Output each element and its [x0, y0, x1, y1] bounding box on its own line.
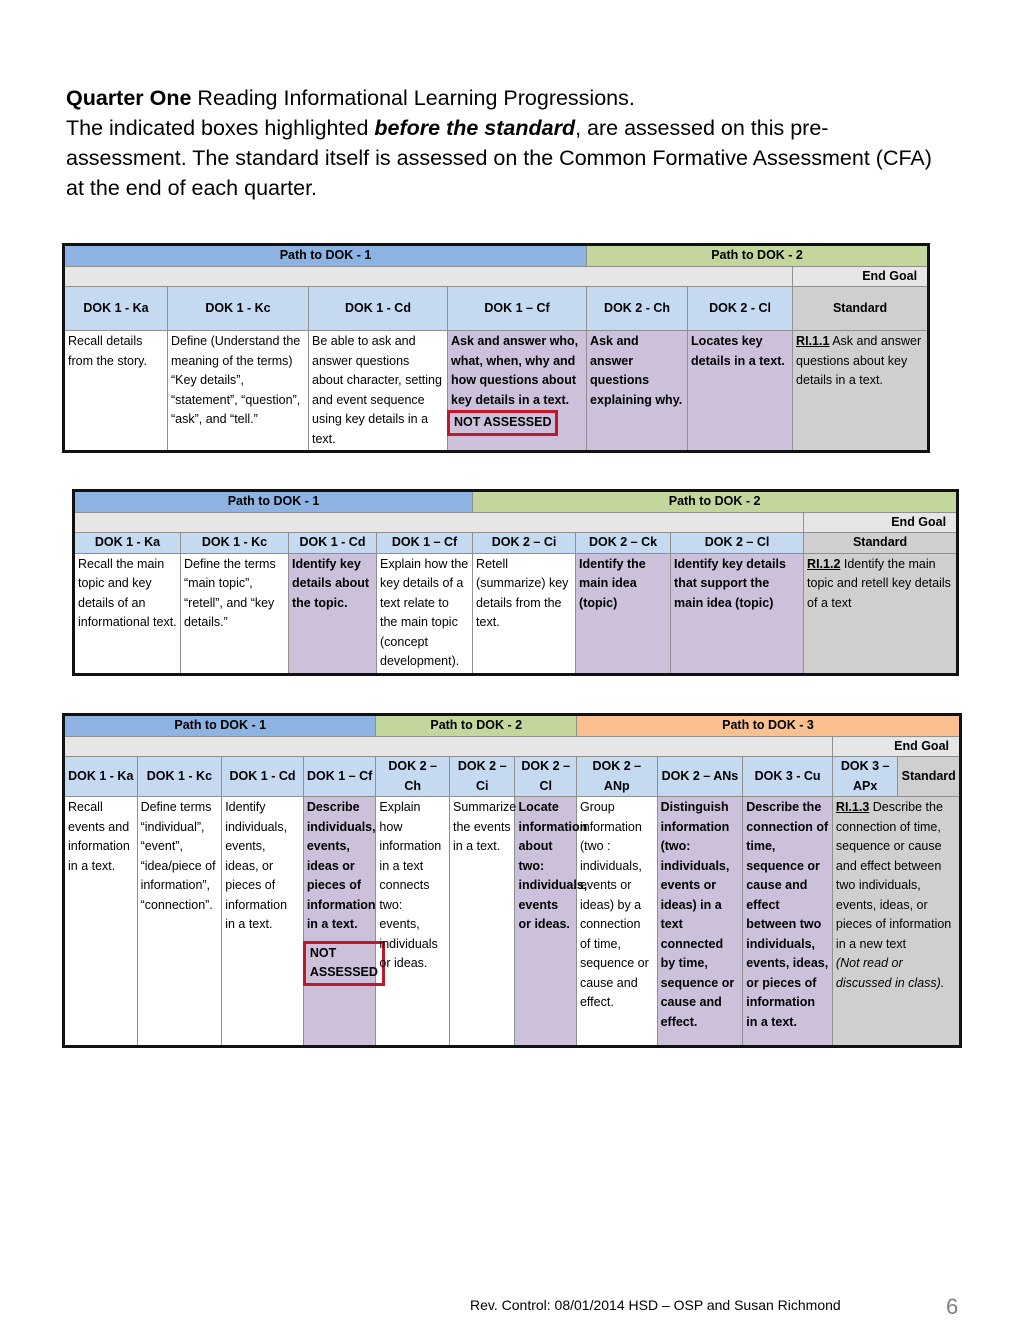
header-cell: DOK 2 - Ch [587, 287, 688, 331]
not-assessed-box: NOT ASSESSED [303, 941, 385, 986]
path-dok1-header: Path to DOK - 1 [64, 715, 376, 737]
end-goal-label: End Goal [804, 512, 958, 533]
path-dok1-header: Path to DOK - 1 [64, 245, 587, 267]
path-dok2-header: Path to DOK - 2 [376, 715, 577, 737]
cell-ans: Distinguish information (two: individuals, events or ideas) in a text connected by time, sequence or cause and effect. [657, 797, 743, 1047]
header-cell: DOK 2 – Ch [376, 757, 450, 797]
header-cell: DOK 1 – Cf [448, 287, 587, 331]
cell-standard [804, 553, 958, 674]
header-cell: DOK 1 - Cd [309, 287, 448, 331]
header-cell: Standard [793, 287, 929, 331]
header-cell: DOK 2 – Ci [473, 533, 576, 554]
path-dok3-header: Path to DOK - 3 [576, 715, 960, 737]
table-ri-1-3 [62, 713, 962, 1048]
header-cell: Standard [804, 533, 958, 554]
header-cell: DOK 1 – Cf [303, 757, 376, 797]
cell-cf-text: Ask and answer who, what, when, why and how questions about key details in a text. [451, 334, 579, 407]
intro-emphasis: before the standard [374, 116, 576, 140]
cell-cl: Locate information about two: individuals, events or ideas. [515, 797, 576, 1047]
intro-line2b: , are assessed on this pre-assessment. The standard itself is assessed on the Common Formative Assessment (CFA) at the end of each quarter. [66, 116, 932, 200]
not-assessed-box: NOT ASSESSED [447, 410, 558, 436]
cell-ci: Retell (summarize) key details from the text. [473, 553, 576, 674]
header-cell: DOK 1 - Kc [168, 287, 309, 331]
cell-kc: Define the terms “main topic”, “retell”, and “key details.” [181, 553, 289, 674]
standard-text: Identify the main topic and retell key details of a text [807, 556, 951, 610]
header-cell: DOK 2 – ANp [576, 757, 657, 797]
cell-ka: Recall details from the story. [64, 331, 168, 452]
header-cell: DOK 1 - Ka [74, 533, 181, 554]
page-number: 6 [946, 1294, 959, 1319]
standard-text: Describe the connection of time, sequence or cause and effect between two individuals, events, ideas, or pieces of information in a new text [835, 800, 952, 951]
standard-code: RI.1.1 [796, 334, 830, 348]
header-cell: DOK 3 – APx [832, 757, 898, 797]
path-dok1-header: Path to DOK - 1 [74, 491, 473, 513]
header-cell: DOK 2 – Ck [576, 533, 671, 554]
spacer-cell [74, 512, 804, 533]
end-goal-label: End Goal [793, 266, 929, 287]
cell-ka: Recall events and information in a text. [64, 797, 138, 1047]
header-cell: Standard [898, 757, 961, 797]
header-cell: DOK 2 – ANs [657, 757, 743, 797]
cell-cf-text: Describe individuals, events, ideas or pieces of information in a text. [306, 800, 376, 931]
header-cell: DOK 2 – Cl [671, 533, 804, 554]
cell-ck: Identify the main idea (topic) [576, 553, 671, 674]
footer-rev-control: Rev. Control: 08/01/2014 HSD – OSP and Susan Richmond [470, 1297, 841, 1313]
cell-kc: Define terms “individual”, “event”, “idea/piece of information”, “connection”. [137, 797, 222, 1047]
cell-cd: Be able to ask and answer questions about character, setting and event sequence using key details in a text. [309, 331, 448, 452]
intro-text [66, 83, 946, 203]
cell-cf: Explain how the key details of a text relate to the main topic (concept development). [377, 553, 473, 674]
intro-line2a: The indicated boxes highlighted [66, 116, 375, 140]
cell-anp: Group information (two : individuals, events or ideas) by a connection of time, sequence or cause and effect. [576, 797, 657, 1047]
cell-cf [448, 331, 587, 452]
cell-kc: Define (Understand the meaning of the terms) “Key details”, “statement”, “question”, “ask”, and “tell.” [168, 331, 309, 452]
spacer-cell [64, 266, 793, 287]
header-cell: DOK 1 – Cf [377, 533, 473, 554]
spacer-cell [64, 736, 833, 757]
standard-text: Ask and answer questions about key details in a text. [796, 334, 922, 387]
table-ri-1-1 [62, 243, 930, 453]
cell-cf [303, 797, 376, 1047]
header-cell: DOK 2 - Cl [688, 287, 793, 331]
header-cell: DOK 1 - Cd [222, 757, 304, 797]
intro-quarter: Quarter One [66, 86, 192, 110]
path-dok2-header: Path to DOK - 2 [473, 491, 958, 513]
standard-note: (Not read or discussed in class). [835, 956, 945, 990]
cell-cd: Identify individuals, events, ideas, or pieces of information in a text. [222, 797, 304, 1047]
cell-ch: Explain how information in a text connects two: events, individuals or ideas. [376, 797, 450, 1047]
cell-standard [832, 797, 960, 1047]
header-cell: DOK 1 - Kc [181, 533, 289, 554]
standard-code: RI.1.2 [807, 556, 841, 571]
header-cell: DOK 2 – Ci [449, 757, 515, 797]
cell-ka: Recall the main topic and key details of an informational text. [74, 553, 181, 674]
end-goal-label: End Goal [832, 736, 960, 757]
table-ri-1-2 [72, 489, 959, 676]
intro-title: Reading Informational Learning Progressions. [191, 86, 635, 110]
path-dok2-header: Path to DOK - 2 [587, 245, 929, 267]
header-cell: DOK 1 - Cd [289, 533, 377, 554]
cell-cu: Describe the connection of time, sequence or cause and effect between two individuals, events, ideas, or pieces of information in a text. [743, 797, 833, 1047]
standard-code: RI.1.3 [835, 800, 870, 814]
header-cell: DOK 1 - Ka [64, 287, 168, 331]
header-cell: DOK 3 - Cu [743, 757, 833, 797]
header-cell: DOK 1 - Kc [137, 757, 222, 797]
cell-cd: Identify key details about the topic. [289, 553, 377, 674]
header-cell: DOK 1 - Ka [64, 757, 138, 797]
cell-cl: Identify key details that support the main idea (topic) [671, 553, 804, 674]
cell-cl: Locates key details in a text. [688, 331, 793, 452]
cell-standard [793, 331, 929, 452]
cell-ch: Ask and answer questions explaining why. [587, 331, 688, 452]
header-cell: DOK 2 – Cl [515, 757, 576, 797]
cell-ci: Summarize the events in a text. [449, 797, 515, 1047]
